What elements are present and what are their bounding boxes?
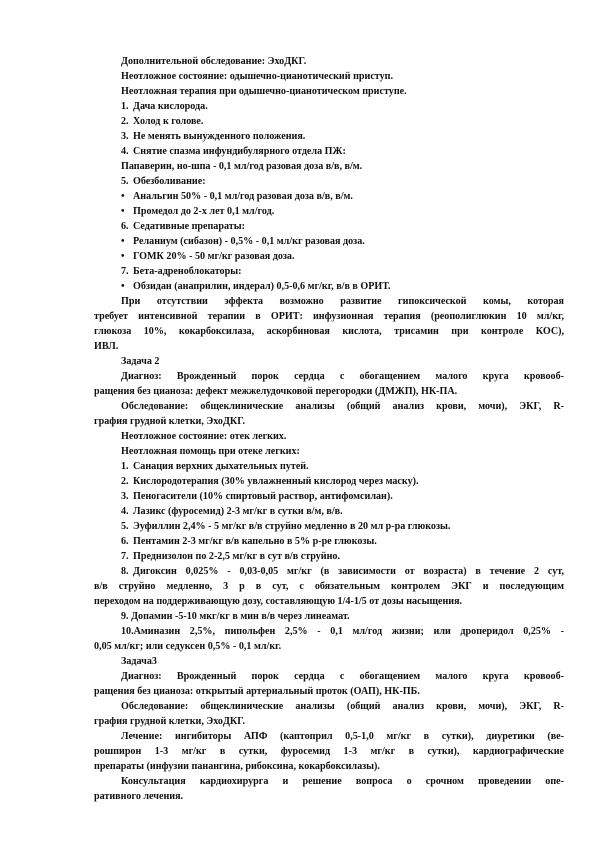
text-line: Неотложное состояние: одышечно-цианотический приступ. [121, 71, 394, 82]
item-number: 5. [121, 521, 129, 532]
paragraph-line: ращения без цианоза: дефект межжелудочковой перегородки (ДМЖП), НК-ПА. [94, 386, 458, 397]
paragraph-line: ращения без цианоза: открытый артериальный проток (ОАП), НК-ПБ. [94, 686, 420, 697]
numbered-item [121, 221, 245, 233]
item-text: Реланиум (сибазон) - 0,5% - 0,1 мл/кг разовая доза. [133, 236, 365, 247]
item-text: Эуфиллин 2,4% - 5 мг/кг в/в струйно медленно в 20 мл р-ра глюкозы. [133, 521, 451, 532]
bullet-icon: • [121, 191, 125, 202]
paragraph-line: Диагноз: Врожденный порок сердца с обогащением малого круга кровооб- [121, 371, 564, 382]
paragraph-line: переходом на поддерживающую дозу, составляющую 1/4-1/5 от дозы насыщения. [94, 596, 463, 607]
item-number: 1. [121, 101, 129, 112]
numbered-item [121, 146, 346, 158]
paragraph-line: ративного лечения. [94, 791, 184, 802]
item-text: Снятие спазма инфундибулярного отдела ПЖ: [133, 146, 346, 157]
bullet-icon: • [121, 251, 125, 262]
text-line: Дополнительной обследование: ЭхоДКГ. [121, 56, 307, 67]
item-text: Бета-адреноблокаторы: [133, 266, 242, 277]
paragraph-line: рошпирон 1-3 мг/кг в сутки, фуросемид 1-3 мг/кг в сутки), кардиографические [94, 746, 564, 757]
numbered-item [121, 176, 206, 188]
numbered-item [121, 131, 305, 143]
numbered-item [121, 461, 309, 473]
bullet-item [121, 236, 365, 248]
numbered-item [121, 116, 203, 128]
item-number: 3. [121, 491, 129, 502]
item-number: 3. [121, 131, 129, 142]
bullet-item [121, 206, 274, 218]
item-text: Дигоксин 0,025% - 0,03-0,05 мг/кг (в зависимости от возраста) в течение 2 сут, [133, 566, 564, 577]
item-text: Пеногасители (10% спиртовый раствор, антифомсилан). [133, 491, 393, 502]
item-number: 7. [121, 266, 129, 277]
bullet-icon: • [121, 206, 125, 217]
paragraph-line: 10.Аминазин 2,5%, пипольфен 2,5% - 0,1 мл/год жизни; или дроперидол 0,25% - [121, 626, 564, 637]
item-text: ГОМК 20% - 50 мг/кг разовая доза. [133, 251, 295, 262]
item-number: 2. [121, 116, 129, 127]
numbered-item [121, 521, 450, 533]
item-number: 1. [121, 461, 129, 472]
numbered-item [121, 536, 377, 548]
paragraph-line: Обследование: общеклинические анализы (общий анализ крови, мочи), ЭКГ, R- [121, 401, 564, 412]
item-number: 2. [121, 476, 129, 487]
text-line: 9. Допамин -5-10 мкг/кг в мин в/в через линеамат. [121, 611, 350, 622]
item-text: Санация верхних дыхательных путей. [133, 461, 309, 472]
item-number: 5. [121, 176, 129, 187]
paragraph-line: Диагноз: Врожденный порок сердца с обогащением малого круга кровооб- [121, 671, 564, 682]
item-number: 6. [121, 221, 129, 232]
item-text: Обзидан (анаприлин, индерал) 0,5-0,6 мг/кг, в/в в ОРИТ. [133, 281, 391, 292]
paragraph-line: требует интенсивной терапии в ОРИТ: инфузионная терапия (реополиглюкин 10 мл/кг, [94, 311, 564, 322]
paragraph-line: Лечение: ингибиторы АПФ (каптоприл 0,5-1,0 мг/кг в сутки), диуретики (ве- [121, 731, 564, 742]
paragraph-line: Консультация кардиохирурга и решение вопроса о срочном проведении опе- [121, 776, 564, 787]
item-text: Обезболивание: [133, 176, 206, 187]
numbered-item [121, 506, 343, 518]
paragraph-line: Обследование: общеклинические анализы (общий анализ крови, мочи), ЭКГ, R- [121, 701, 564, 712]
paragraph-line: 0,05 мл/кг; или седуксен 0,5% - 0,1 мл/кг. [94, 641, 282, 652]
text-line: Папаверин, но-шпа - 0,1 мл/год разовая доза в/в, в/м. [121, 161, 363, 172]
paragraph-line: графия грудной клетки, ЭхоДКГ. [94, 416, 246, 427]
task-heading: Задача3 [121, 656, 157, 667]
item-number: 4. [121, 146, 129, 157]
bullet-icon: • [121, 236, 125, 247]
text-line: Неотложное состояние: отек легких. [121, 431, 287, 442]
bullet-item [121, 191, 353, 203]
numbered-item [121, 566, 564, 578]
item-number: 4. [121, 506, 129, 517]
item-number: 8. [121, 566, 129, 577]
item-text: Промедол до 2-х лет 0,1 мл/год. [133, 206, 275, 217]
paragraph-line: ИВЛ. [94, 341, 119, 352]
numbered-item [121, 476, 419, 488]
bullet-icon: • [121, 281, 125, 292]
item-number: 7. [121, 551, 129, 562]
item-text: Холод к голове. [133, 116, 204, 127]
item-text: Не менять вынужденного положения. [133, 131, 306, 142]
item-text: Пентамин 2-3 мг/кг в/в капельно в 5% р-ре глюкозы. [133, 536, 377, 547]
item-text: Дача кислорода. [133, 101, 208, 112]
numbered-item [121, 101, 208, 113]
text-line: Неотложная помощь при отеке легких: [121, 446, 300, 457]
item-text: Анальгин 50% - 0,1 мл/год разовая доза в/в, в/м. [133, 191, 353, 202]
paragraph-line: графия грудной клетки, ЭхоДКГ. [94, 716, 246, 727]
text-line: Неотложная терапия при одышечно-цианотическом приступе. [121, 86, 407, 97]
numbered-item [121, 551, 340, 563]
paragraph-line: препараты (инфузии панангина, рибоксина, кокарбоксилазы). [94, 761, 380, 772]
paragraph-line: глюкоза 10%, кокарбоксилаза, аскорбиновая кислота, трисамин при контроле КОС), [94, 326, 564, 337]
paragraph-line: в/в струйно медленно, 3 р в сут, с обязательным контролем ЭКГ и последующим [94, 581, 564, 592]
item-text: Кислородотерапия (30% увлажненный кислород через маску). [133, 476, 419, 487]
numbered-item [121, 491, 393, 503]
bullet-item [121, 281, 391, 293]
item-text: Лазикс (фуросемид) 2-3 мг/кг в сутки в/м, в/в. [133, 506, 343, 517]
numbered-item [121, 266, 241, 278]
bullet-item [121, 251, 295, 263]
paragraph-line: При отсутствии эффекта возможно развитие гипоксической комы, которая [121, 296, 564, 307]
item-text: Преднизолон по 2-2,5 мг/кг в сут в/в струйно. [133, 551, 341, 562]
item-number: 6. [121, 536, 129, 547]
item-text: Седативные препараты: [133, 221, 245, 232]
task-heading: Задача 2 [121, 356, 160, 367]
